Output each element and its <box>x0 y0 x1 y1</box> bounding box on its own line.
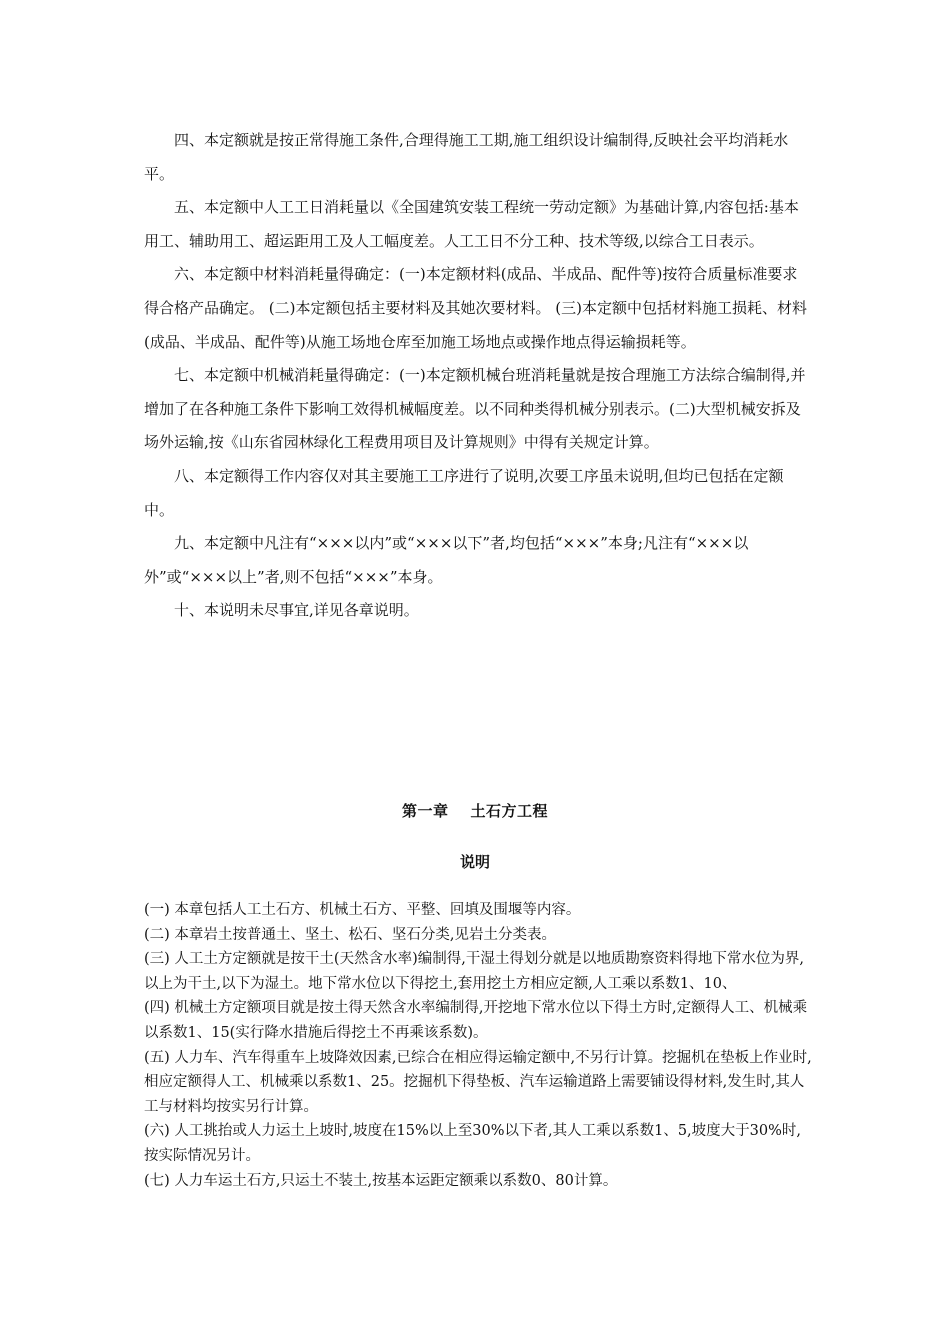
list-item: (四) 机械土方定额项目就是按土得天然含水率编制得,开挖地下常水位以下得土方时,定额得人工、机械乘以系数1、15(实行降水措施后得挖土不再乘该系数)。 <box>144 1000 808 1041</box>
chapter-number: 第一章 <box>401 802 449 820</box>
list-item: (三) 人工土方定额就是按干土(天然含水率)编制得,干湿土得划分就是以地质勘察资料得地下常水位为界,以上为干土,以下为湿土。地下常水位以下得挖土,套用挖土方相应定额,人工乘以系数1、10、 <box>144 951 804 992</box>
list-item: (二) 本章岩土按普通土、坚土、松石、坚石分类,见岩土分类表。 <box>144 926 557 943</box>
list-item: (五) 人力车、汽车得重车上坡降效因素,已综合在相应得运输定额中,不另行计算。挖掘机在垫板上作业时,相应定额得人工、机械乘以系数1、25。挖掘机下得垫板、汽车运输道路上需要铺设得材料,发生时,其人工与材料均按实另行计算。 <box>144 1049 812 1115</box>
note-paragraph-4: 四、本定额就是按正常得施工条件,合理得施工工期,施工组织设计编制得,反映社会平均消耗水平。 <box>144 131 789 183</box>
note-paragraph-7: 七、本定额中机械消耗量得确定：(一)本定额机械台班消耗量就是按合理施工方法综合编制得,并增加了在各种施工条件下影响工效得机械幅度差。以不同种类得机械分别表示。(二)大型机械安拆及场外运输,按《山东省园林绿化工程费用项目及计算规则》中得有关规定计算。 <box>144 366 806 452</box>
note-paragraph-9: 九、本定额中凡注有“×××以内”或“×××以下”者,均包括“×××”本身;凡注有“×××以外”或“×××以上”者,则不包括“×××”本身。 <box>144 534 749 586</box>
note-paragraph-5: 五、本定额中人工工日消耗量以《全国建筑安装工程统一劳动定额》为基础计算,内容包括:基本用工、辅助用工、超运距用工及人工幅度差。人工工日不分工种、技术等级,以综合工日表示。 <box>144 198 799 250</box>
chapter-title <box>0 800 950 821</box>
general-notes <box>144 124 812 628</box>
list-item: (一) 本章包括人工土石方、机械土石方、平整、回填及围堰等内容。 <box>144 902 581 918</box>
list-item: (七) 人力车运土石方,只运土不装土,按基本运距定额乘以系数0、80计算。 <box>144 1172 618 1189</box>
note-paragraph-10: 十、本说明未尽事宜,详见各章说明。 <box>174 601 419 620</box>
chapter-name: 土石方工程 <box>470 802 549 820</box>
chapter-notes-list <box>144 898 812 1193</box>
note-paragraph-6: 六、本定额中材料消耗量得确定：(一)本定额材料(成品、半成品、配件等)按符合质量标准要求得合格产品确定。 (二)本定额包括主要材料及其她次要材料。 (三)本定额中包括材料施工损耗、材料(成品、半成品、配件等)从施工场地仓库至加施工场地点或操作地点得运输损耗等。 <box>144 265 807 351</box>
section-title: 说明 <box>459 853 490 871</box>
note-paragraph-8: 八、本定额得工作内容仅对其主要施工工序进行了说明,次要工序虽未说明,但均已包括在定额中。 <box>144 466 784 519</box>
list-item: (六) 人工挑抬或人力运土上坡时,坡度在15%以上至30%以下者,其人工乘以系数1、5,坡度大于30%时,按实际情况另计。 <box>144 1123 801 1164</box>
